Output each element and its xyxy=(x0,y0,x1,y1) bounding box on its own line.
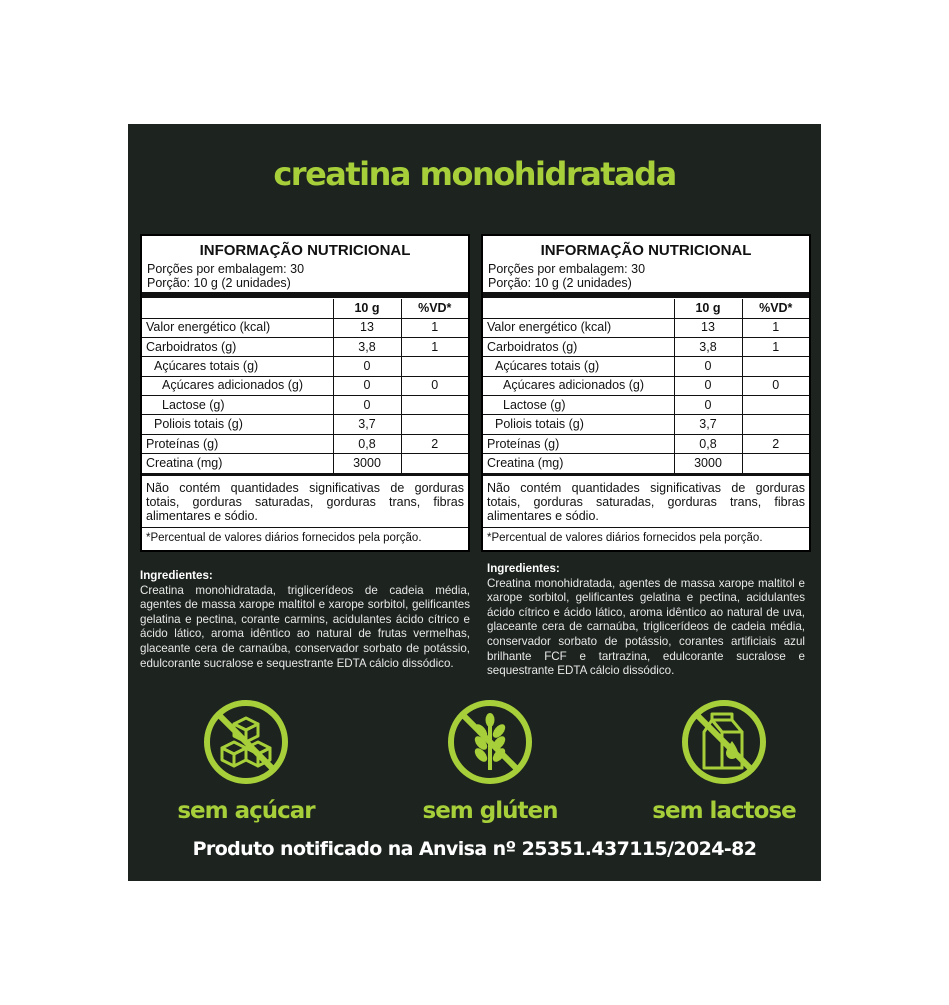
nutrient-amount: 3,7 xyxy=(674,415,742,434)
product-title: creatina monohidratada xyxy=(273,155,676,193)
nutrition-table-right xyxy=(481,234,811,552)
header-vd: %VD* xyxy=(742,299,809,318)
nutrient-vd: 0 xyxy=(742,376,809,395)
nutrient-vd xyxy=(742,454,809,473)
nutrient-label: Valor energético (kcal) xyxy=(483,318,674,337)
portion-info xyxy=(142,262,468,292)
anvisa-notice: Produto notificado na Anvisa nº 25351.437115/2024-82 xyxy=(192,838,757,860)
nutrient-label: Creatina (mg) xyxy=(142,454,333,473)
nutrient-label: Poliois totais (g) xyxy=(483,415,674,434)
nutrition-footnote: *Percentual de valores diários fornecidos pela porção. xyxy=(146,531,422,544)
nutrient-vd: 1 xyxy=(742,318,809,337)
nutrient-table xyxy=(142,299,468,474)
nutrition-note: Não contém quantidades significativas de gorduras totais, gorduras saturadas, gorduras trans, fibras alimentares e sódio. xyxy=(142,474,468,528)
ingredients-text: Creatina monohidratada, triglicerídeos de cadeia média, agentes de massa xarope maltitol e xarope sorbitol, gelificantes gelatina e pectina, corante carmins, acidulantes ácido cítrico e ácido lático, aroma idêntico ao natural de frutas vermelhas, glaceante cera de carnaúba, conservador sorbato de potássio, edulcorante sucralose e sequestrante EDTA cálcio dissódico. xyxy=(140,583,470,670)
nutrition-heading: INFORMAÇÃO NUTRICIONAL xyxy=(199,242,411,259)
nutrient-label: Poliois totais (g) xyxy=(142,415,333,434)
nutrient-vd: 0 xyxy=(401,376,468,395)
portions-per-package: Porções por embalagem: 30 xyxy=(488,262,646,276)
nutrient-label: Açúcares totais (g) xyxy=(142,357,333,376)
table-row xyxy=(142,357,468,376)
nutrient-amount: 0,8 xyxy=(674,434,742,453)
table-row xyxy=(142,415,468,434)
nutrient-table xyxy=(483,299,809,474)
nutrient-vd xyxy=(742,357,809,376)
table-row xyxy=(483,396,809,415)
nutrient-label: Açúcares adicionados (g) xyxy=(483,376,674,395)
nutrient-label: Carboidratos (g) xyxy=(142,337,333,356)
ingredients-heading: Ingredientes: xyxy=(140,569,213,582)
ingredients-left xyxy=(140,569,470,671)
wheat-icon xyxy=(446,698,534,786)
nutrient-amount: 13 xyxy=(674,318,742,337)
nutrition-heading: INFORMAÇÃO NUTRICIONAL xyxy=(540,242,752,259)
nutrient-vd xyxy=(742,396,809,415)
nutrient-vd xyxy=(401,396,468,415)
nutrient-amount: 3,8 xyxy=(674,337,742,356)
badge-sem-gluten xyxy=(405,698,575,824)
header-vd: %VD* xyxy=(401,299,468,318)
nutrient-amount: 0 xyxy=(674,396,742,415)
badge-sem-lactose xyxy=(639,698,809,824)
nutrient-label: Creatina (mg) xyxy=(483,454,674,473)
nutrient-amount: 0 xyxy=(333,357,401,376)
header-amount: 10 g xyxy=(333,299,401,318)
portion-size: Porção: 10 g (2 unidades) xyxy=(147,276,291,290)
nutrient-label: Proteínas (g) xyxy=(483,434,674,453)
table-header-row xyxy=(142,299,468,318)
table-row xyxy=(483,318,809,337)
milk-carton-icon xyxy=(680,698,768,786)
nutrient-label: Açúcares totais (g) xyxy=(483,357,674,376)
table-row xyxy=(142,318,468,337)
badge-label: sem açúcar xyxy=(177,798,315,824)
portion-size: Porção: 10 g (2 unidades) xyxy=(488,276,632,290)
nutrient-amount: 3,8 xyxy=(333,337,401,356)
ingredients-right xyxy=(487,562,805,679)
header-empty xyxy=(142,299,333,318)
table-row xyxy=(483,434,809,453)
badge-label: sem lactose xyxy=(652,798,796,824)
ingredients-heading: Ingredientes: xyxy=(487,562,560,575)
sugar-cubes-icon xyxy=(202,698,290,786)
nutrient-label: Valor energético (kcal) xyxy=(142,318,333,337)
table-row xyxy=(142,376,468,395)
badge-label: sem glúten xyxy=(422,798,558,824)
nutrient-amount: 0 xyxy=(674,376,742,395)
table-row xyxy=(483,376,809,395)
nutrient-vd: 1 xyxy=(401,337,468,356)
header-amount: 10 g xyxy=(674,299,742,318)
nutrient-label: Açúcares adicionados (g) xyxy=(142,376,333,395)
nutrient-vd: 1 xyxy=(401,318,468,337)
nutrient-amount: 0 xyxy=(674,357,742,376)
table-row xyxy=(483,454,809,473)
table-row xyxy=(142,337,468,356)
nutrient-amount: 0 xyxy=(333,396,401,415)
divider-bar xyxy=(142,292,468,298)
nutrient-vd xyxy=(401,357,468,376)
nutrient-amount: 3000 xyxy=(674,454,742,473)
table-row xyxy=(483,337,809,356)
nutrient-vd xyxy=(401,454,468,473)
portion-info xyxy=(483,262,809,292)
nutrient-amount: 3000 xyxy=(333,454,401,473)
nutrient-label: Lactose (g) xyxy=(483,396,674,415)
portions-per-package: Porções por embalagem: 30 xyxy=(147,262,305,276)
nutrient-amount: 3,7 xyxy=(333,415,401,434)
nutrient-amount: 13 xyxy=(333,318,401,337)
table-header-row xyxy=(483,299,809,318)
nutrition-table-left xyxy=(140,234,470,552)
ingredients-text: Creatina monohidratada, agentes de massa xarope maltitol e xarope sorbitol, gelificantes gelatina e pectina, acidulantes ácido cítrico e ácido lático, aroma idêntico ao natural de uva, glaceante cera de carnaúba, triglicerídeos de cadeia média, conservador sorbato de potássio, corantes artificiais azul brilhante FCF e tartrazina, edulcorante sucralose e sequestrante EDTA cálcio dissódico. xyxy=(487,576,805,678)
nutrient-vd xyxy=(742,415,809,434)
nutrition-footnote: *Percentual de valores diários fornecidos pela porção. xyxy=(487,531,763,544)
nutrient-label: Carboidratos (g) xyxy=(483,337,674,356)
nutrition-note: Não contém quantidades significativas de gorduras totais, gorduras saturadas, gorduras trans, fibras alimentares e sódio. xyxy=(483,474,809,528)
header-empty xyxy=(483,299,674,318)
nutrient-label: Proteínas (g) xyxy=(142,434,333,453)
nutrient-amount: 0,8 xyxy=(333,434,401,453)
badge-sem-acucar xyxy=(161,698,331,824)
table-row xyxy=(142,454,468,473)
nutrient-vd: 2 xyxy=(742,434,809,453)
table-row xyxy=(142,396,468,415)
nutrient-amount: 0 xyxy=(333,376,401,395)
table-row xyxy=(142,434,468,453)
divider-bar xyxy=(483,292,809,298)
table-row xyxy=(483,357,809,376)
nutrient-vd: 2 xyxy=(401,434,468,453)
nutrient-vd xyxy=(401,415,468,434)
nutrient-label: Lactose (g) xyxy=(142,396,333,415)
nutrient-vd: 1 xyxy=(742,337,809,356)
table-row xyxy=(483,415,809,434)
